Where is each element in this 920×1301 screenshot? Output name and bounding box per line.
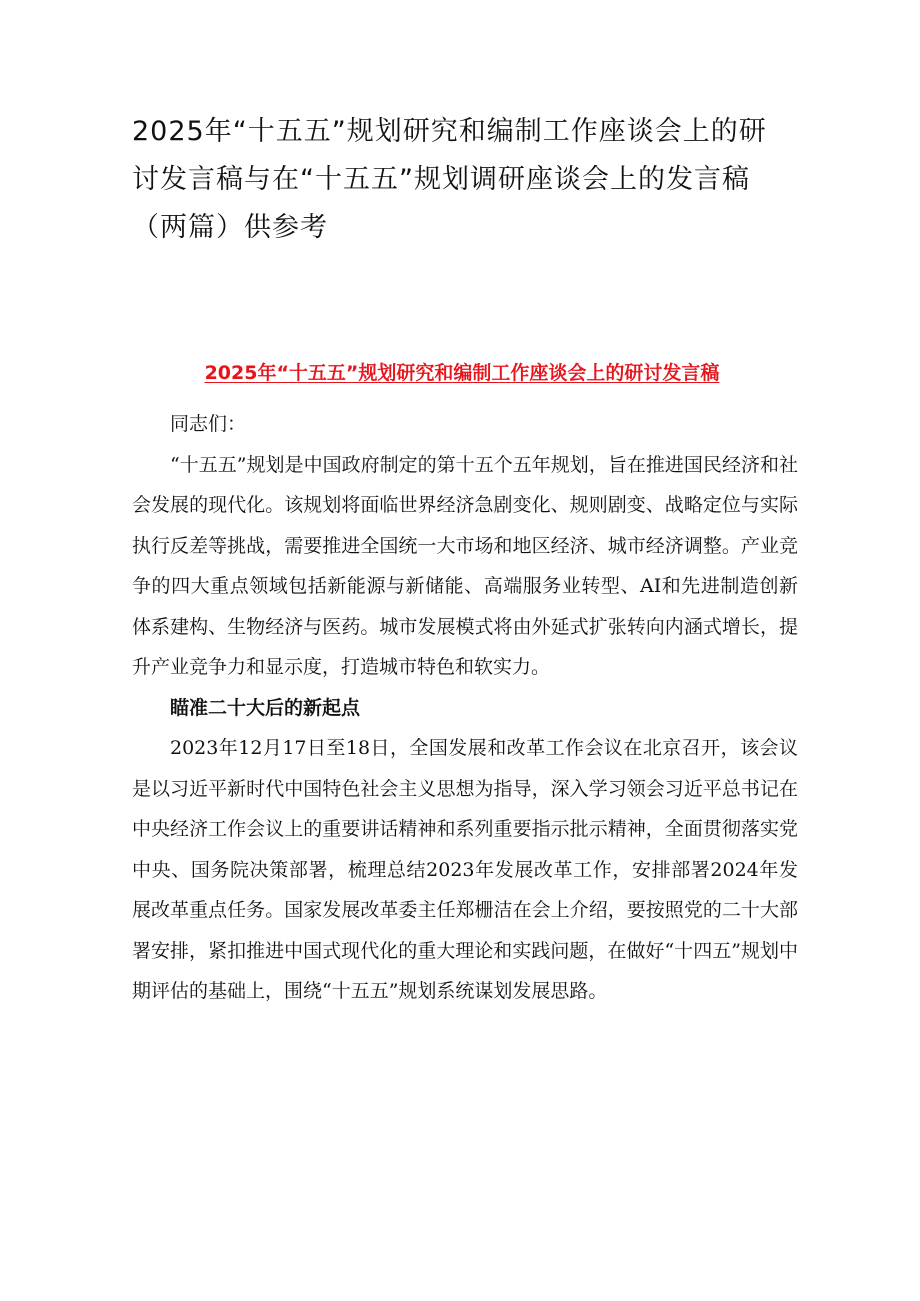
document-body — [132, 404, 798, 1012]
subheading: 瞄准二十大后的新起点 — [170, 696, 361, 719]
document-title: 2025年“十五五”规划研究和编制工作座谈会上的研讨发言稿与在“十五五”规划调研座谈会上的发言稿（两篇）供参考 — [132, 116, 767, 243]
paragraph: “十五五”规划是中国政府制定的第十五个五年规划，旨在推进国民经济和社会发展的现代化。该规划将面临世界经济急剧变化、规则剧变、战略定位与实际执行反差等挑战，需要推进全国统一大市场和地区经济、城市经济调整。产业竞争的四大重点领域包括新能源与新储能、高端服务业转型、AI和先进制造创新体系建构、生物经济与医药。城市发展模式将由外延式扩张转向内涵式增长，提升产业竞争力和显示度，打造城市特色和软实力。 — [132, 453, 798, 678]
paragraph: 2023年12月17日至18日，全国发展和改革工作会议在北京召开，该会议是以习近平新时代中国特色社会主义思想为指导，深入学习领会习近平总书记在中央经济工作会议上的重要讲话精神和系列重要指示批示精神，全面贯彻落实党中央、国务院决策部署，梳理总结2023年发展改革工作，安排部署2024年发展改革重点任务。国家发展改革委主任郑栅洁在会上介绍，要按照党的二十大部署安排，紧扣推进中国式现代化的重大理论和实践问题，在做好“十四五”规划中期评估的基础上，围绕“十五五”规划系统谋划发展思路。 — [132, 737, 798, 1002]
section-title: 2025年“十五五”规划研究和编制工作座谈会上的研讨发言稿 — [204, 362, 720, 384]
salutation: 同志们： — [170, 413, 247, 435]
